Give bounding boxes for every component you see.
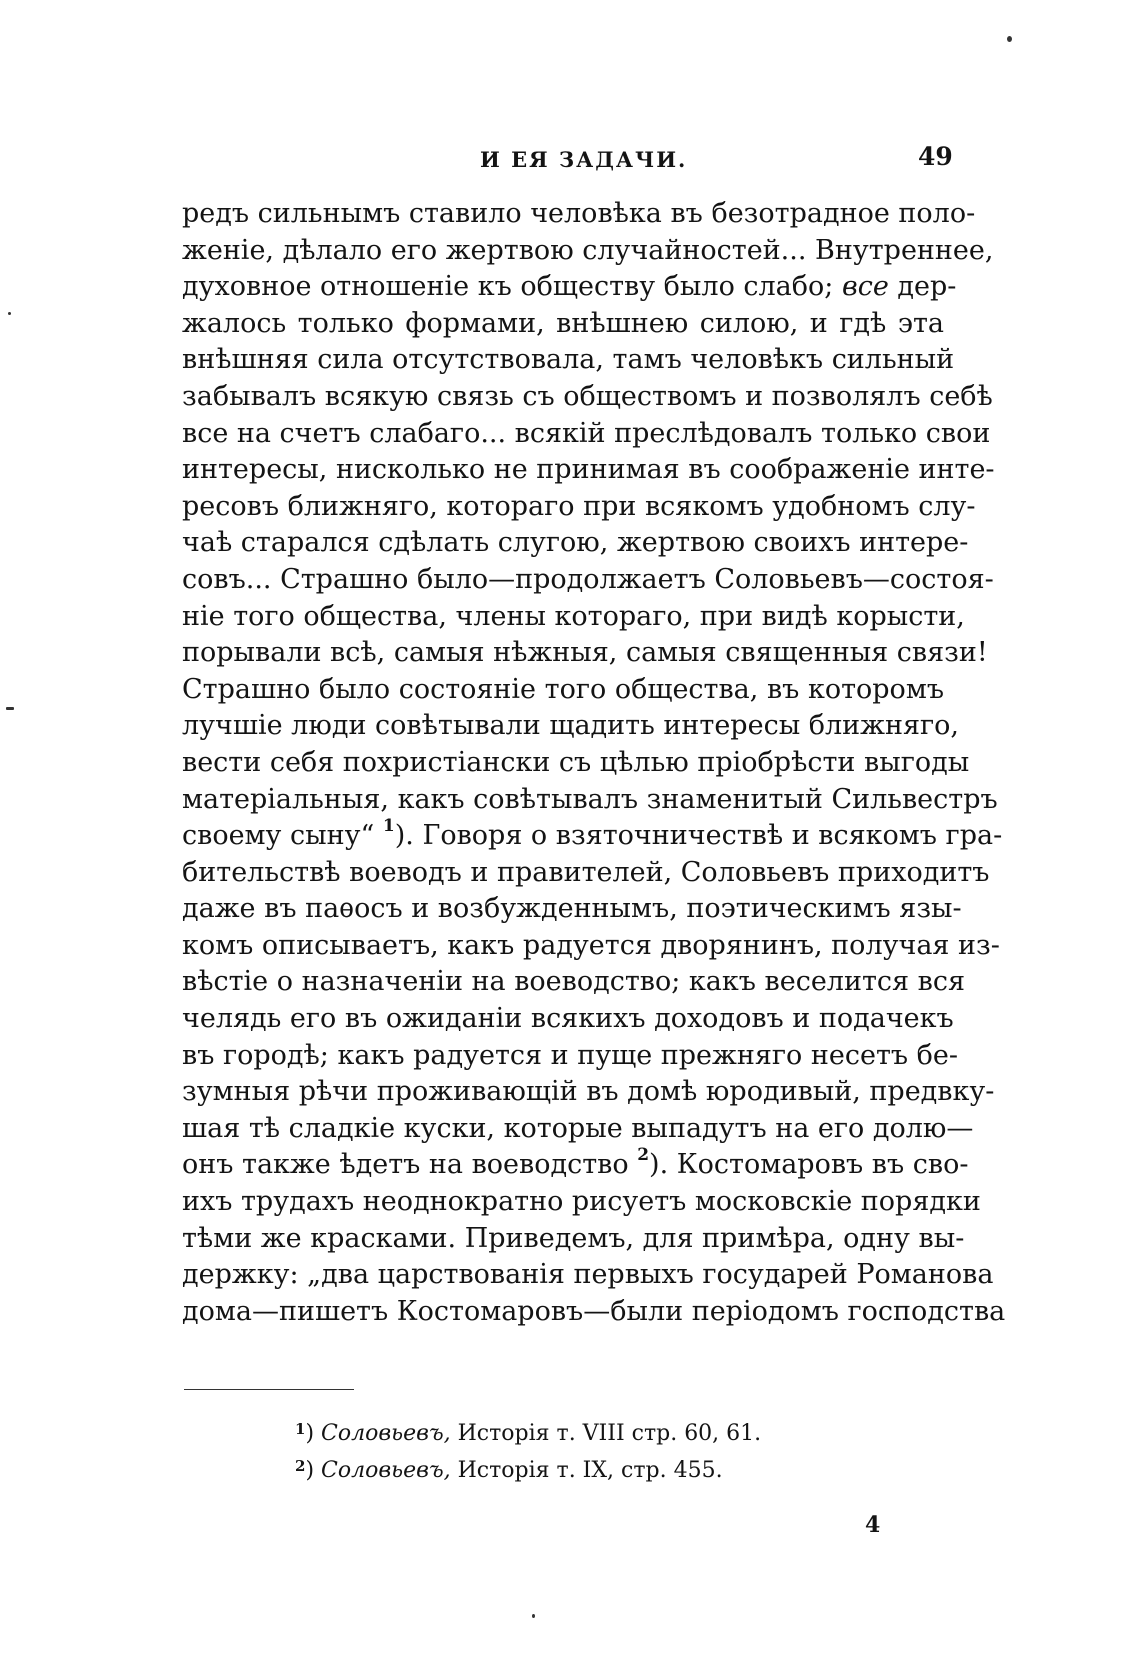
footnote-text: Исторія т. VIII стр. 60, 61. — [450, 1421, 762, 1446]
text-segment: ). Говоря о взяточничествѣ и всякомъ гра- — [394, 820, 1003, 852]
footnotes — [295, 1415, 761, 1489]
footnote-rule — [184, 1389, 354, 1390]
text-line — [182, 1038, 958, 1075]
text-segment: редъ сильнымъ ставило человѣка въ безотрадное поло- — [182, 198, 976, 229]
footnote — [295, 1415, 761, 1452]
footnote-reference: 1 — [382, 816, 395, 837]
text-line — [182, 816, 1003, 855]
text-line — [182, 672, 944, 709]
footnote-reference: 2 — [637, 1145, 650, 1166]
text-segment: ресовъ ближняго, котораго при всякомъ удобномъ слу- — [182, 490, 976, 522]
text-segment: чаѣ старался сдѣлать слугою, жертвою своихъ интере- — [182, 527, 969, 559]
text-line — [182, 452, 995, 489]
text-segment: женіе, дѣлало его жертвою случайностей... Внутреннее, — [182, 234, 994, 266]
text-line — [182, 562, 994, 599]
text-line — [182, 342, 955, 379]
italic-text: все — [841, 271, 889, 303]
text-segment: ніе того общества, члены котораго, при видѣ корысти, — [182, 600, 965, 632]
text-segment: онъ также ѣдетъ на воеводство — [182, 1149, 638, 1181]
text-segment: жалось только формами, внѣшнею силою, и гдѣ эта — [182, 307, 944, 339]
text-line — [182, 1257, 994, 1294]
footnote-author: Соловьевъ, — [321, 1421, 451, 1446]
footnote — [295, 1452, 761, 1489]
scan-speck — [6, 707, 14, 710]
running-header: И ЕЯ ЗАДАЧИ. — [480, 147, 688, 172]
text-segment: внѣшняя сила отсутствовала, тамъ человѣкъ сильный — [182, 344, 955, 376]
text-line — [182, 708, 960, 745]
text-line — [182, 635, 988, 672]
text-segment: зумныя рѣчи проживающій въ домѣ юродивый, предвку- — [182, 1076, 995, 1108]
text-line — [182, 489, 976, 526]
text-line — [182, 1111, 974, 1148]
text-segment: забывалъ всякую связь съ обществомъ и позволялъ себѣ — [182, 380, 993, 412]
text-line — [182, 745, 970, 782]
text-segment: интересы, нисколько не принимая въ соображеніе инте- — [182, 454, 995, 486]
footnote-paren: ) — [305, 1421, 322, 1446]
text-line — [182, 964, 965, 1001]
text-segment: Страшно было состояніе того общества, въ которомъ — [182, 673, 944, 705]
text-segment: въ городѣ; какъ радуется и пуще прежняго несетъ бе- — [182, 1039, 958, 1071]
scan-speck — [1007, 36, 1012, 42]
text-segment: шая тѣ сладкіе куски, которые выпадутъ на его долю— — [182, 1112, 974, 1144]
text-segment: комъ описываетъ, какъ радуется дворянинъ, получая из- — [182, 929, 1000, 961]
text-line — [182, 1221, 965, 1258]
footnote-text: Исторія т. IX, стр. 455. — [450, 1458, 723, 1483]
text-segment: вести себя похристіански съ цѣлью пріобрѣсти выгоды — [182, 746, 970, 778]
text-segment: своему сыну“ — [182, 820, 383, 852]
scan-speck — [8, 312, 11, 315]
text-segment: бительствѣ воеводъ и правителей, Соловьевъ приходитъ — [182, 856, 990, 888]
text-segment: порывали всѣ, самыя нѣжныя, самыя священныя связи! — [182, 637, 988, 669]
text-line — [182, 269, 957, 306]
text-line — [182, 233, 994, 270]
footnote-number: 1 — [295, 1420, 306, 1438]
text-line — [182, 1001, 954, 1038]
text-segment: вѣстіе о назначеніи на воеводство; какъ веселится вся — [182, 966, 965, 998]
text-segment: духовное отношеніе къ обществу было слабо; — [182, 271, 842, 303]
page-number: 49 — [918, 142, 953, 171]
text-segment: челядь его въ ожиданіи всякихъ доходовъ и подачекъ — [182, 1003, 954, 1035]
signature-mark: 4 — [865, 1512, 881, 1538]
text-segment: дер- — [888, 271, 957, 303]
text-line — [182, 599, 965, 636]
text-line — [182, 1074, 995, 1111]
scan-speck — [532, 1614, 535, 1618]
text-line — [182, 891, 962, 928]
footnote-paren: ) — [305, 1458, 322, 1483]
text-line — [182, 855, 990, 892]
text-line — [182, 1184, 981, 1221]
text-line — [182, 379, 993, 416]
text-segment: ). Костомаровъ въ сво- — [649, 1149, 969, 1181]
text-segment: все на счетъ слабаго... всякій преслѣдовалъ только свои — [182, 417, 991, 449]
text-line — [182, 525, 969, 562]
text-line — [182, 782, 998, 819]
text-line — [182, 306, 944, 343]
text-segment: совъ... Страшно было—продолжаетъ Соловьевъ—состоя- — [182, 563, 994, 595]
text-segment: тѣми же красками. Приведемъ, для примѣра, одну вы- — [182, 1222, 965, 1254]
text-segment: держку: „два царствованія первыхъ государей Романова — [182, 1259, 994, 1291]
text-segment: даже въ паѳосъ и возбужденнымъ, поэтическимъ язы- — [182, 893, 962, 925]
text-line — [182, 196, 976, 233]
text-line — [182, 416, 991, 453]
text-line — [182, 928, 1000, 965]
body-text — [182, 196, 1006, 1330]
text-segment: дома—пишетъ Костомаровъ—были періодомъ господства — [182, 1295, 1006, 1327]
footnote-number: 2 — [295, 1457, 306, 1475]
text-segment: ихъ трудахъ неоднократно рисуетъ московскіе порядки — [182, 1186, 981, 1218]
text-segment: лучшіе люди совѣтывали щадить интересы ближняго, — [182, 710, 960, 742]
text-line — [182, 1145, 969, 1184]
text-segment: матеріальныя, какъ совѣтывалъ знаменитый Сильвестръ — [182, 783, 998, 815]
text-line — [182, 1294, 1006, 1331]
footnote-author: Соловьевъ, — [321, 1458, 451, 1483]
